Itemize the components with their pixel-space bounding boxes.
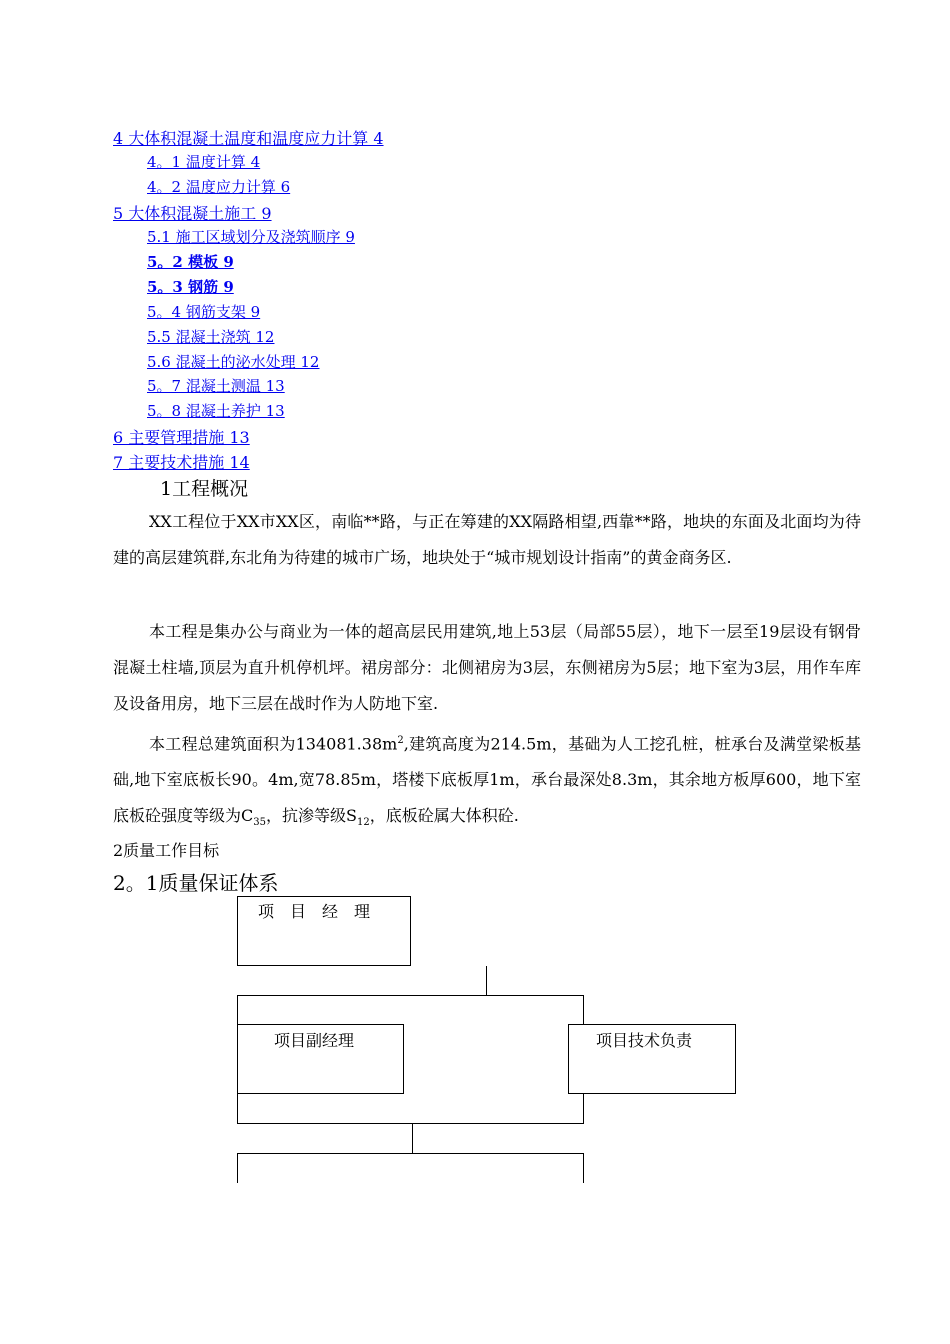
toc-item[interactable]: 5。3 钢筋 9 <box>147 278 234 296</box>
toc-item[interactable]: 4 大体积混凝土温度和温度应力计算 4 <box>113 129 384 148</box>
section-heading: 1工程概况 <box>160 478 249 500</box>
connector-line <box>237 995 584 996</box>
toc-item[interactable]: 5.1 施工区域划分及浇筑顺序 9 <box>147 228 355 246</box>
tech-label: 项目技术负责 <box>596 1031 693 1050</box>
subsection-heading: 2。1质量保证体系 <box>113 871 279 895</box>
toc-item[interactable]: 4。2 温度应力计算 6 <box>147 178 291 196</box>
manager-label: 项 目 经 理 <box>258 902 371 921</box>
toc-item[interactable]: 5。7 混凝土测温 13 <box>147 377 285 395</box>
connector-line <box>486 966 487 995</box>
connector-line <box>237 1153 238 1183</box>
connector-line <box>583 1153 584 1183</box>
toc-item[interactable]: 4。1 温度计算 4 <box>147 153 261 171</box>
paragraph: XX工程位于XX市XX区，南临**路，与正在筹建的XX隔路相望,西靠**路，地块的东面及北面均为待建的高层建筑群,东北角为待建的城市广场，地块处于“城市规划设计指南”的黄金商务区. <box>113 512 861 567</box>
toc-item[interactable]: 7 主要技术措施 14 <box>113 453 250 472</box>
paragraph: 本工程总建筑面积为$134081.38m^2$,建筑高度为214.5m，基础为人工挖孔桩，桩承台及满堂梁板基础,地下室底板长90。4m,宽78.85m，塔楼下底板厚1m，承台最深处8.3m，其余地方板厚600，地下室底板砼强度等级为$C_{35}$，抗渗等级$S_{12}$，底板砼属大体积砼. <box>113 734 861 829</box>
toc-item[interactable]: 5。4 钢筋支架 9 <box>147 303 261 321</box>
toc-item[interactable]: 6 主要管理措施 13 <box>113 428 250 447</box>
toc-item[interactable]: 5 大体积混凝土施工 9 <box>113 204 272 223</box>
toc-item[interactable]: 5.5 混凝土浇筑 12 <box>147 328 275 346</box>
toc-item[interactable]: 5。8 混凝土养护 13 <box>147 402 285 420</box>
toc-item[interactable]: 5.6 混凝土的泌水处理 12 <box>147 353 320 371</box>
connector-line <box>237 1153 584 1154</box>
connector-line <box>412 1124 413 1154</box>
connector-line <box>237 1123 584 1124</box>
deputy-label: 项目副经理 <box>274 1031 355 1050</box>
paragraph: 本工程是集办公与商业为一体的超高层民用建筑,地上53层（局部55层），地下一层至19层设有钢骨混凝土柱墙,顶层为直升机停机坪。裙房部分：北侧裙房为3层，东侧裙房为5层；地下室为3层，用作车库及设备用房，地下三层在战时作为人防地下室. <box>113 622 861 713</box>
toc-item[interactable]: 5。2 模板 9 <box>147 253 234 271</box>
section-heading: 2质量工作目标 <box>113 841 220 860</box>
